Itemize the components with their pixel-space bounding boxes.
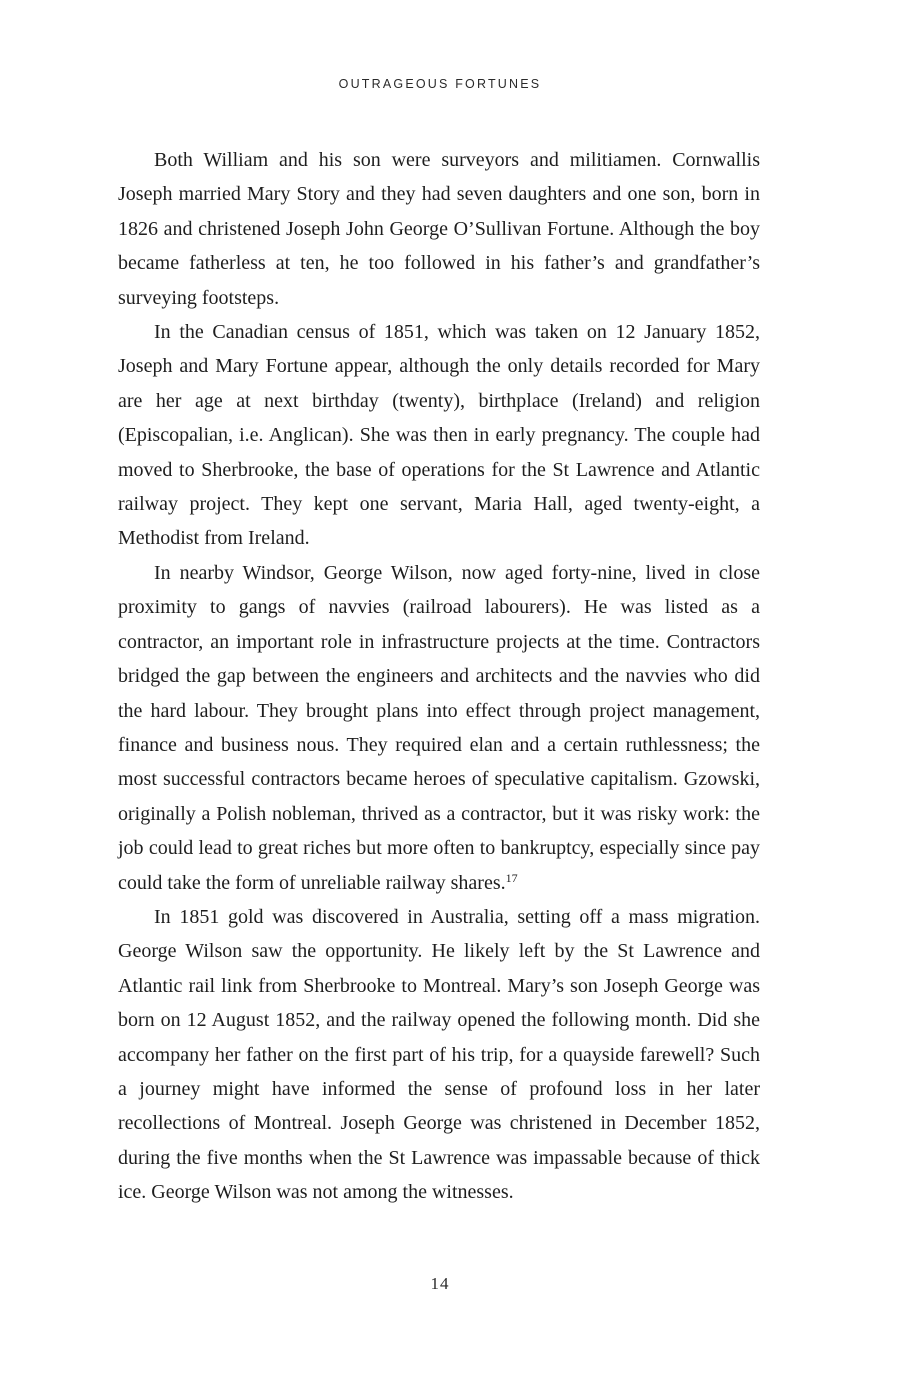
running-head: OUTRAGEOUS FORTUNES bbox=[338, 77, 542, 91]
paragraph bbox=[118, 900, 760, 1210]
paragraph-text: In 1851 gold was discovered in Australia, setting off a mass migration. George Wilson saw the opportunity. He likely left by the St Lawrence and Atlantic rail link from Sherbrooke to Montreal. Mary’s son Joseph George was born on 12 August 1852, and the railway opened the following month. Did she accompany her father on the first part of his trip, for a quayside farewell? Such a journey might have informed the sense of profound loss in her later recollections of Montreal. Joseph George was christened in December 1852, during the five months when the St Lawrence was impassable because of thick ice. George Wilson was not among the witnesses. bbox=[118, 905, 760, 1204]
paragraph bbox=[118, 556, 760, 900]
paragraph-text: In the Canadian census of 1851, which was taken on 12 January 1852, Joseph and Mary Fortune appear, although the only details recorded for Mary are her age at next birthday (twenty), birthplace (Ireland) and religion (Episcopalian, i.e. Anglican). She was then in early pregnancy. The couple had moved to Sherbrooke, the base of operations for the St Lawrence and Atlantic railway project. They kept one servant, Maria Hall, aged twenty-eight, a Methodist from Ireland. bbox=[118, 321, 760, 550]
paragraph-text: In nearby Windsor, George Wilson, now aged forty-nine, lived in close proximity to gangs of navvies (railroad labourers). He was listed as a contractor, an important role in infrastructure projects at the time. Contractors bridged the gap between the engineers and architects and the navvies who did the hard labour. They brought plans into effect through project management, finance and business nous. They required elan and a certain ruthlessness; the most successful contractors became heroes of speculative capitalism. Gzowski, originally a Polish nobleman, thrived as a contractor, but it was risky work: the job could lead to great riches but more often to bankruptcy, especially since pay could take the form of unreliable railway shares. bbox=[118, 561, 760, 894]
footnote-reference[interactable]: 17 bbox=[505, 870, 518, 885]
paragraph bbox=[118, 315, 760, 556]
paragraph bbox=[118, 143, 760, 315]
paragraph-text: Both William and his son were surveyors and militiamen. Cornwallis Joseph married Mary Story and they had seven daughters and one son, born in 1826 and christened Joseph John George O’Sullivan Fortune. Although the boy became fatherless at ten, he too followed in his father’s and grandfather’s surveying footsteps. bbox=[118, 149, 760, 309]
page-number: 14 bbox=[430, 1274, 450, 1293]
body-text bbox=[118, 143, 760, 1210]
